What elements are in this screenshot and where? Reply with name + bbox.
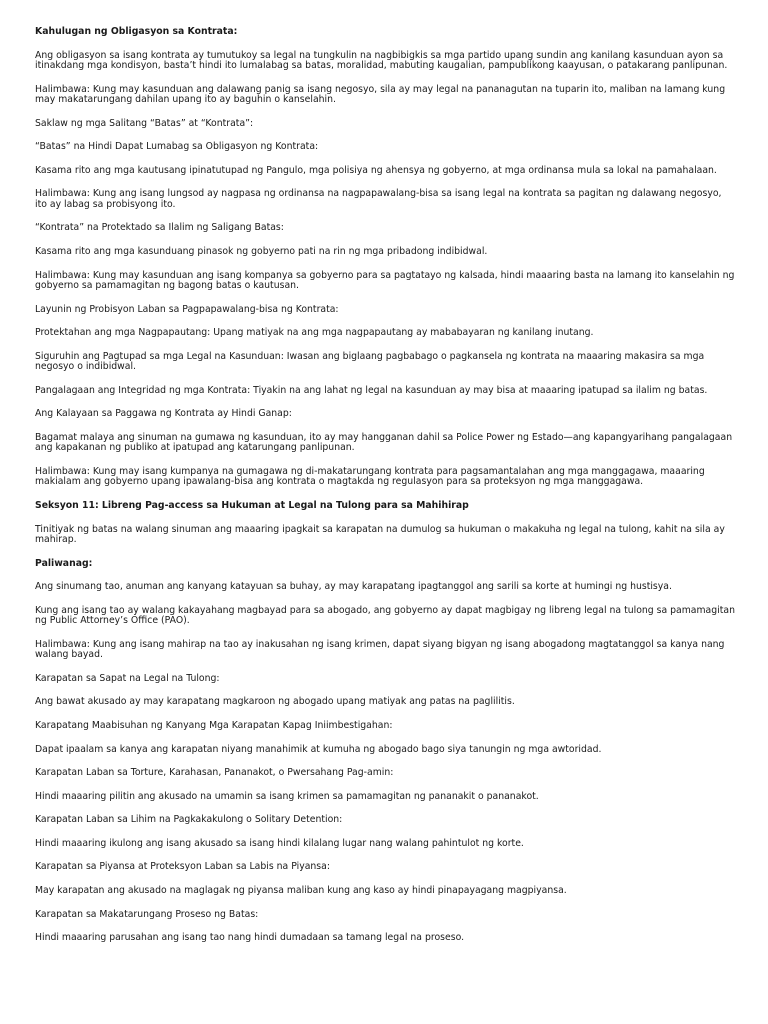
section-heading: Seksyon 11: Libreng Pag-access sa Hukuman at Legal na Tulong para sa Mahihirap <box>35 499 469 511</box>
paragraph: Bagamat malaya ang sinuman na gumawa ng kasunduan, ito ay may hangganan dahil sa Police Power ng Estado—ang kapangyarihang pangalagaan ang kapakanan ng publiko at ipatupad ang katarungang panlipunan. <box>35 431 733 454</box>
paragraph: Dapat ipaalam sa kanya ang karapatan niyang manahimik at kumuha ng abogado bago siya tanungin ng mga awtoridad. <box>35 743 602 755</box>
paragraph: Karapatan sa Makatarungang Proseso ng Batas: <box>35 908 259 920</box>
paragraph: Saklaw ng mga Salitang “Batas” at “Kontrata”: <box>35 117 254 129</box>
paragraph: May karapatan ang akusado na maglagak ng piyansa maliban kung ang kaso ay hindi pinapayagang magpiyansa. <box>35 885 567 897</box>
section-heading: Paliwanag: <box>35 557 93 569</box>
paragraph: Hindi maaaring parusahan ang isang tao nang hindi dumadaan sa tamang legal na proseso. <box>35 932 465 944</box>
paragraph: Kasama rito ang mga kasunduang pinasok ng gobyerno pati na rin ng mga pribadong indibidwal. <box>35 245 488 257</box>
paragraph: Karapatan Laban sa Lihim na Pagkakakulong o Solitary Detention: <box>35 814 343 826</box>
paragraph: Halimbawa: Kung may isang kumpanya na gumagawa ng di-makatarungang kontrata para pagsamantalahan ang mga manggagawa, maaaring makialam ang gobyerno upang ipawalang-bisa ang kontrata o magtakda ng regulasyon para sa proteksyon ng mga manggagawa. <box>35 465 705 488</box>
paragraph: Halimbawa: Kung may kasunduan ang isang kompanya sa gobyerno para sa pagtatayo ng kalsada, hindi maaaring basta na lamang ito kanselahin ng gobyerno sa pamamagitan ng bagong batas o kautusan. <box>35 269 735 291</box>
paragraph: Halimbawa: Kung ang isang mahirap na tao ay inakusahan ng isang krimen, dapat siyang bigyan ng isang abogadong magtatanggol sa kanya nang walang bayad. <box>35 638 725 661</box>
paragraph: Karapatan Laban sa Torture, Karahasan, Pananakot, o Pwersahang Pag-amin: <box>35 767 394 779</box>
paragraph: Hindi maaaring ikulong ang isang akusado sa isang hindi kilalang lugar nang walang pahintulot ng korte. <box>35 837 524 849</box>
paragraph: Hindi maaaring pilitin ang akusado na umamin sa isang krimen sa pamamagitan ng pananakit o pananakot. <box>35 790 539 802</box>
paragraph: “Kontrata” na Protektado sa Ilalim ng Saligang Batas: <box>35 222 284 234</box>
paragraph: Karapatan sa Sapat na Legal na Tulong: <box>35 672 220 684</box>
paragraph: Halimbawa: Kung ang isang lungsod ay nagpasa ng ordinansa na nagpapawalang-bisa sa isang legal na kontrata sa pagitan ng dalawang negosyo, ito ay labag sa probisyong ito. <box>35 188 722 210</box>
section-heading: Kahulugan ng Obligasyon sa Kontrata: <box>35 26 238 37</box>
paragraph: Pangalagaan ang Integridad ng mga Kontrata: Tiyakin na ang lahat ng legal na kasunduan ay may bisa at maaaring ipatupad sa ilalim ng batas. <box>35 384 708 396</box>
document-page <box>35 27 735 957</box>
paragraph: Ang obligasyon sa isang kontrata ay tumutukoy sa legal na tungkulin na nagbibigkis sa mga partido upang sundin ang kanilang kasunduan ayon sa itinakdang mga kondisyon, basta’t hindi ito lumalabag sa batas, moralidad, mabuting kaugalian, pampublikong kaayusan, o patakarang panlipunan. <box>35 49 728 71</box>
paragraph: Ang Kalayaan sa Paggawa ng Kontrata ay Hindi Ganap: <box>35 408 292 420</box>
paragraph: Layunin ng Probisyon Laban sa Pagpapawalang-bisa ng Kontrata: <box>35 303 339 315</box>
paragraph: Tinitiyak ng batas na walang sinuman ang maaaring ipagkait sa karapatan na dumulog sa hukuman o makakuha ng legal na tulong, kahit na sila ay mahirap. <box>35 523 725 545</box>
paragraph: “Batas” na Hindi Dapat Lumabag sa Obligasyon ng Kontrata: <box>35 141 319 153</box>
paragraph: Karapatan sa Piyansa at Proteksyon Laban sa Labis na Piyansa: <box>35 861 330 873</box>
paragraph: Kasama rito ang mga kautusang ipinatutupad ng Pangulo, mga polisiya ng ahensya ng gobyerno, at mga ordinansa mula sa lokal na pamahalaan. <box>35 164 717 176</box>
paragraph: Ang sinumang tao, anuman ang kanyang katayuan sa buhay, ay may karapatang ipagtanggol ang sarili sa korte at humingi ng hustisya. <box>35 581 672 593</box>
paragraph: Halimbawa: Kung may kasunduan ang dalawang panig sa isang negosyo, sila ay may legal na pananagutan na tuparin ito, maliban na lamang kung may makatarungang dahilan upang ito ay baguhin o kanselahin. <box>35 83 726 105</box>
paragraph: Kung ang isang tao ay walang kakayahang magbayad para sa abogado, ang gobyerno ay dapat magbigay ng libreng legal na tulong sa pamamagitan ng Public Attorney’s Office (PAO). <box>35 604 735 627</box>
paragraph: Karapatang Maabisuhan ng Kanyang Mga Karapatan Kapag Iniimbestigahan: <box>35 719 393 731</box>
paragraph: Protektahan ang mga Nagpapautang: Upang matiyak na ang mga nagpapautang ay mababayaran ng kanilang inutang. <box>35 327 594 339</box>
paragraph: Siguruhin ang Pagtupad sa mga Legal na Kasunduan: Iwasan ang biglaang pagbabago o pagkansela ng kontrata na maaaring makasira sa mga negosyo o indibidwal. <box>35 350 705 373</box>
paragraph: Ang bawat akusado ay may karapatang magkaroon ng abogado upang matiyak ang patas na paglilitis. <box>35 696 515 708</box>
